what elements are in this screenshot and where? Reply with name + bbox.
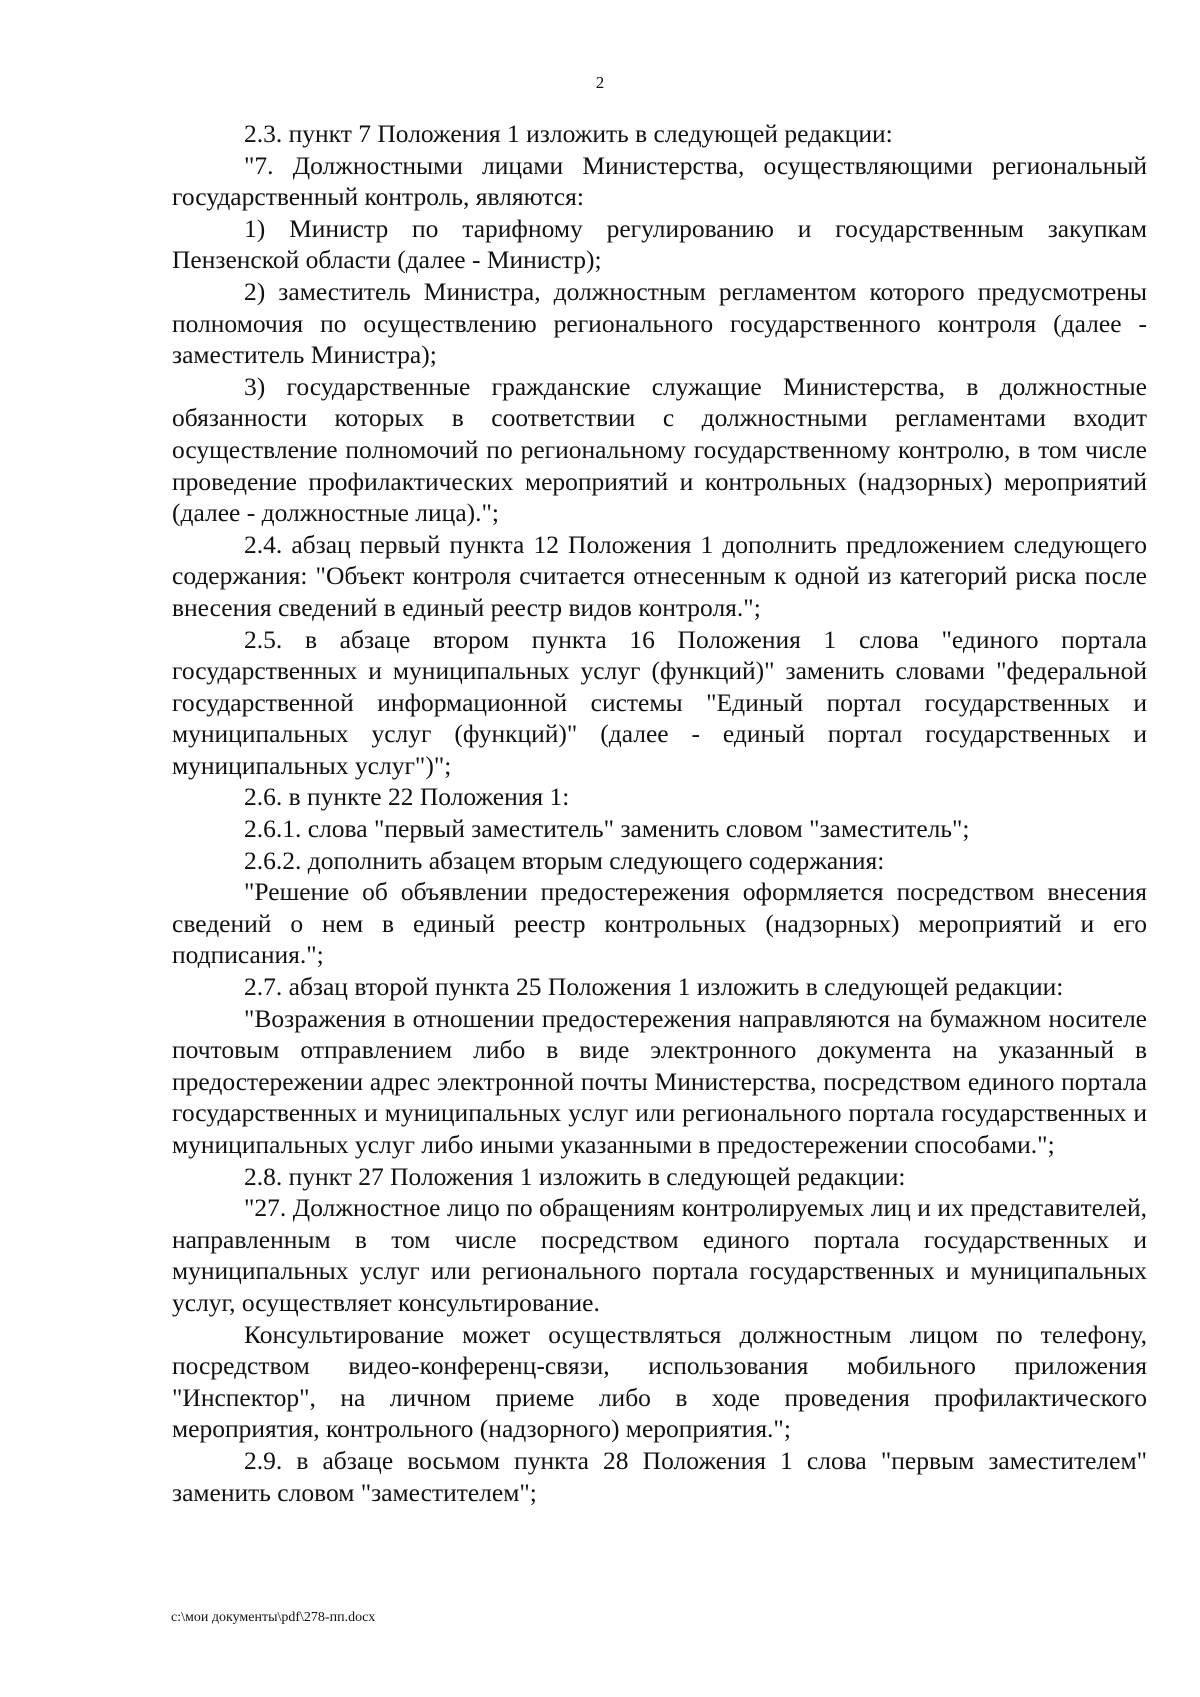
paragraph-2-7: 2.7. абзац второй пункта 25 Положения 1 изложить в следующей редакции: xyxy=(244,972,1064,1002)
page-number: 2 xyxy=(595,73,605,92)
paragraph-2-6-1: 2.6.1. слова "первый заместитель" заменить словом "заместитель"; xyxy=(244,814,970,844)
paragraph-2-4: 2.4. абзац первый пункта 12 Положения 1 дополнить предложением следующего содержания: "Объект контроля считается отнесенным к одной из категорий риска после внесения сведений в единый реестр видов контроля."; xyxy=(172,529,1147,622)
paragraph-27-text: "27. Должностное лицо по обращениям контролируемых лиц и их представителей, направленным в том числе посредством единого портала государственных и муниципальных услуг или регионального портала государственных и муниципальных услуг, осуществляет консультирование. xyxy=(172,1193,1147,1317)
paragraph-2-6-2: 2.6.2. дополнить абзацем вторым следующего содержания: xyxy=(244,845,885,875)
paragraph-2-9: 2.9. в абзаце восьмом пункта 28 Положения 1 слова "первым заместителем" заменить словом "заместителем"; xyxy=(172,1445,1147,1507)
paragraph-7-item-1: 1) Министр по тарифному регулированию и государственным закупкам Пензенской области (далее - Министр); xyxy=(172,213,1147,275)
paragraph-7-item-3: 3) государственные гражданские служащие Министерства, в должностные обязанности которых в соответствии с должностными регламентами входит осуществление полномочий по региональному государственному контролю, в том числе проведение профилактических мероприятий и контрольных (надзорных) мероприятий (далее - должностные лица)."; xyxy=(172,371,1147,528)
paragraph-2-3: 2.3. пункт 7 Положения 1 изложить в следующей редакции: xyxy=(244,119,893,148)
paragraph-7-item-2: 2) заместитель Министра, должностным регламентом которого предусмотрены полномочия по осуществлению регионального государственного контроля (далее - заместитель Министра); xyxy=(172,276,1147,370)
footer-file-path: c:\мои документы\pdf\278-пп.docx xyxy=(171,1610,376,1625)
paragraph-2-7-text: "Возражения в отношении предостережения направляются на бумажном носителе почтовым отправлением либо в виде электронного документа на указанный в предостережении адрес электронной почты Министерства, посредством единого портала государственных и муниципальных услуг или регионального портала государственных и муниципальных услуг либо иными указанными в предостережении способами."; xyxy=(172,1003,1147,1159)
paragraph-7-heading: "7. Должностными лицами Министерства, осуществляющими региональный государственный контроль, являются: xyxy=(172,150,1147,212)
paragraph-27-consulting: Консультирование может осуществляться должностным лицом по телефону, посредством видео-конференц-связи, использования мобильного приложения "Инспектор", на личном приеме либо в ходе проведения профилактического мероприятия, контрольного (надзорного) мероприятия."; xyxy=(172,1319,1147,1444)
paragraph-2-8: 2.8. пункт 27 Положения 1 изложить в следующей редакции: xyxy=(244,1161,906,1191)
paragraph-2-6-2-text: "Решение об объявлении предостережения оформляется посредством внесения сведений о нем в единый реестр контрольных (надзорных) мероприятий и его подписания."; xyxy=(172,877,1147,970)
document-body xyxy=(172,118,1147,1508)
paragraph-2-6: 2.6. в пункте 22 Положения 1: xyxy=(244,782,570,812)
paragraph-2-5: 2.5. в абзаце втором пункта 16 Положения 1 слова "единого портала государственных и муниципальных услуг (функций)" заменить словами "федеральной государственной информационной системы "Единый портал государственных и муниципальных услуг (функций)" (далее - единый портал государственных и муниципальных услуг")"; xyxy=(172,624,1147,780)
